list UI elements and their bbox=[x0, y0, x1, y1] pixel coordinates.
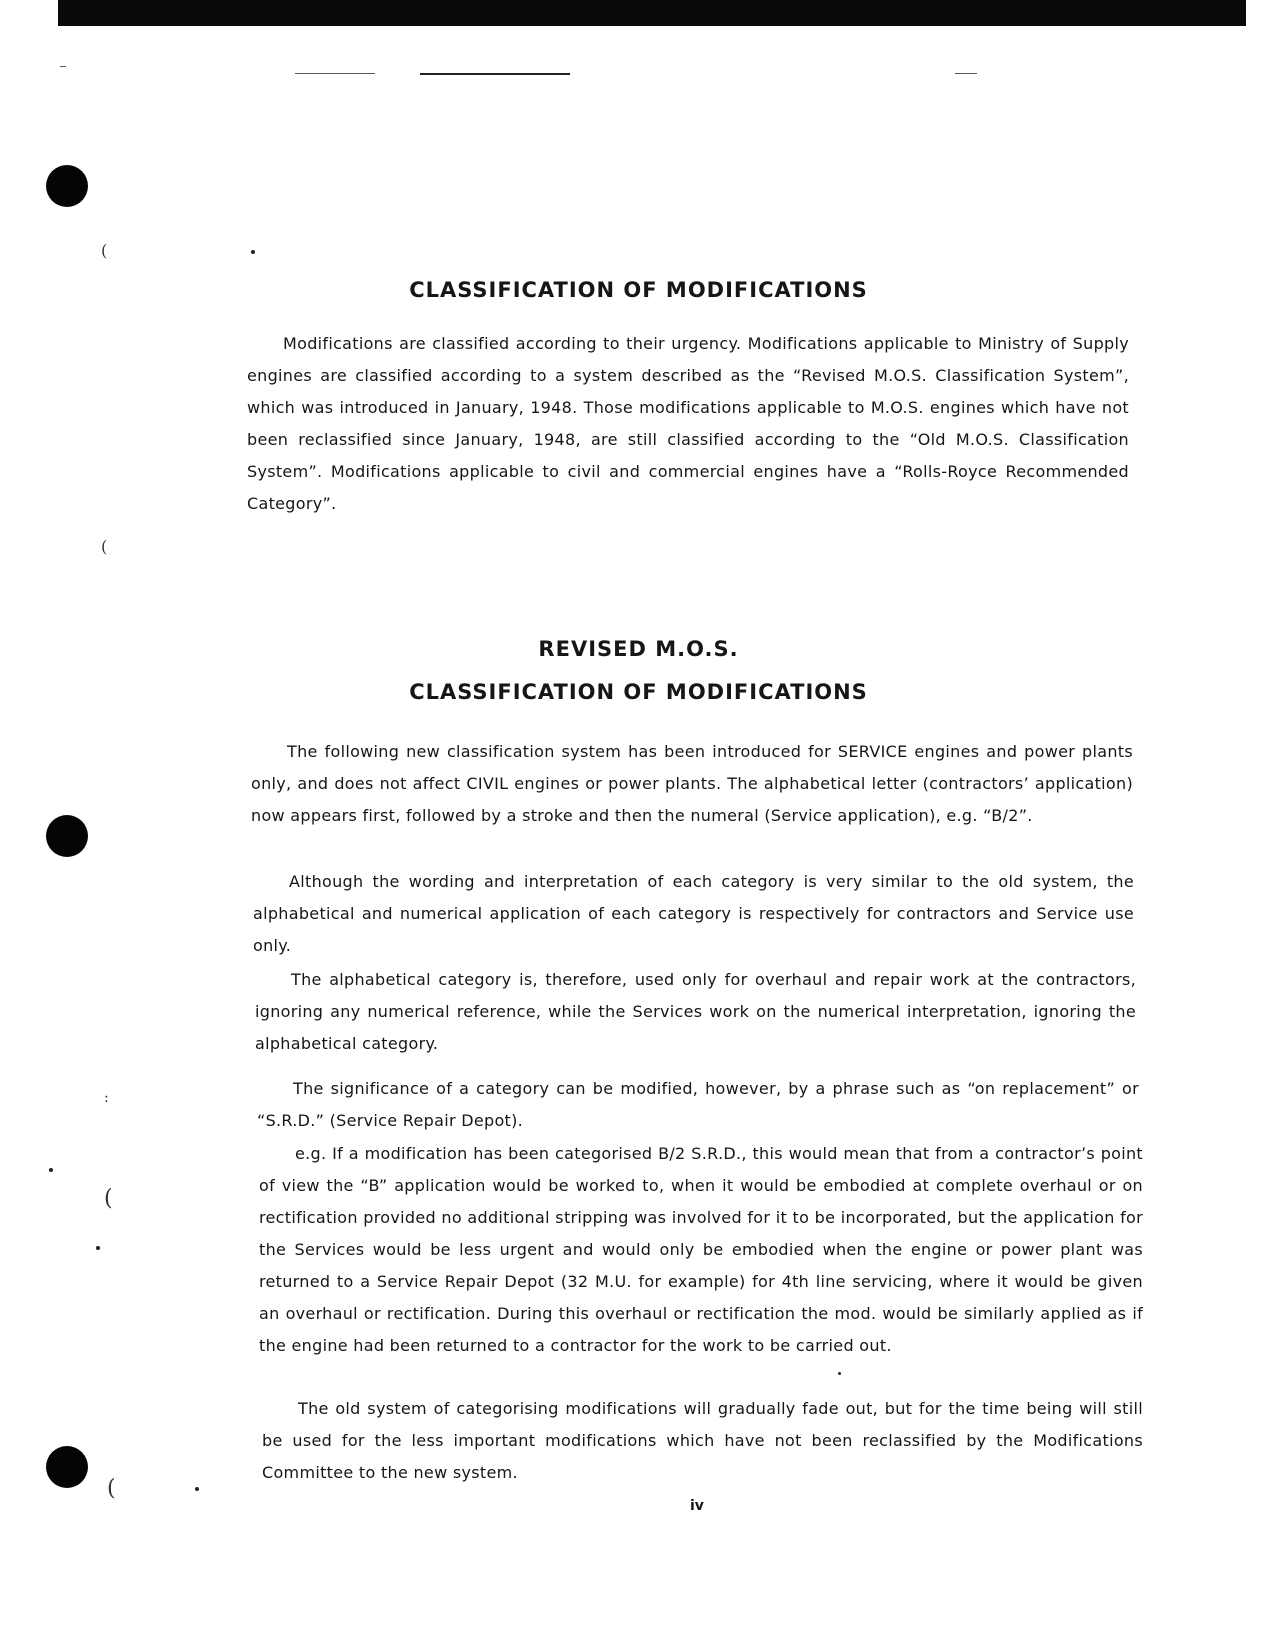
speck bbox=[96, 1246, 100, 1250]
intro-paragraph: Modifications are classified according to their urgency. Modifications applicable to Ministry of Supply engines are classified according to a system described as the “Revised M.O.S. Classification System”, which was introduced in January, 1948. Those modifications applicable to M.O.S. engines which have not been reclassified since January, 1948, are still classified according to the “Old M.O.S. Classification System”. Modifications applicable to civil and commercial engines have a “Rolls-Royce Recommended Category”. bbox=[247, 334, 1129, 513]
body-paragraph: The significance of a category can be modified, however, by a phrase such as “on replacement” or “S.R.D.” (Service Repair Depot). bbox=[257, 1079, 1139, 1130]
scan-mark bbox=[60, 66, 66, 67]
margin-mark: ( bbox=[107, 1476, 116, 1501]
speck bbox=[195, 1487, 199, 1491]
section-heading: REVISED M.O.S. bbox=[538, 637, 739, 661]
body-paragraph: The following new classification system has been introduced for SERVICE engines and power plants only, and does not affect CIVIL engines or power plants. The alphabetical letter (contractors’ application) now appears first, followed by a stroke and then the numeral (Service application), e.g. “B/2”. bbox=[251, 742, 1133, 825]
binder-hole bbox=[46, 815, 88, 857]
margin-mark: ( bbox=[101, 241, 108, 260]
margin-mark: ( bbox=[104, 1186, 113, 1211]
binder-hole bbox=[46, 1446, 88, 1488]
speck bbox=[838, 1372, 841, 1375]
scan-mark bbox=[420, 73, 570, 75]
section-heading: CLASSIFICATION OF MODIFICATIONS bbox=[409, 680, 868, 704]
scan-top-edge bbox=[58, 0, 1246, 26]
binder-hole bbox=[46, 165, 88, 207]
body-paragraph: Although the wording and interpretation of each category is very similar to the old system, the alphabetical and numerical application of each category is respectively for contractors and Service use only. bbox=[253, 872, 1134, 955]
section-heading: CLASSIFICATION OF MODIFICATIONS bbox=[409, 278, 868, 302]
margin-mark: : bbox=[104, 1090, 109, 1106]
body-paragraph: The old system of categorising modifications will gradually fade out, but for the time being will still be used for the less important modifications which have not been reclassified by the Modifications Committee to the new system. bbox=[262, 1399, 1143, 1482]
body-paragraph: e.g. If a modification has been categorised B/2 S.R.D., this would mean that from a contractor’s point of view the “B” application would be worked to, when it would be embodied at complete overhaul or on rectification provided no additional stripping was involved for it to be incorporated, but the application for the Services would be less urgent and would only be embodied when the engine or power plant was returned to a Service Repair Depot (32 M.U. for example) for 4th line servicing, where it would be given an overhaul or rectification. During this overhaul or rectification the mod. would be similarly applied as if the engine had been returned to a contractor for the work to be carried out. bbox=[259, 1144, 1143, 1355]
page-number: iv bbox=[690, 1498, 704, 1514]
speck bbox=[251, 250, 255, 254]
speck bbox=[49, 1168, 53, 1172]
margin-mark: ( bbox=[101, 537, 108, 556]
body-paragraph: The alphabetical category is, therefore, used only for overhaul and repair work at the contractors, ignoring any numerical reference, while the Services work on the numerical interpretation, ignoring the alphabetical category. bbox=[255, 970, 1136, 1053]
scan-mark bbox=[955, 73, 977, 74]
scan-mark bbox=[295, 73, 375, 74]
